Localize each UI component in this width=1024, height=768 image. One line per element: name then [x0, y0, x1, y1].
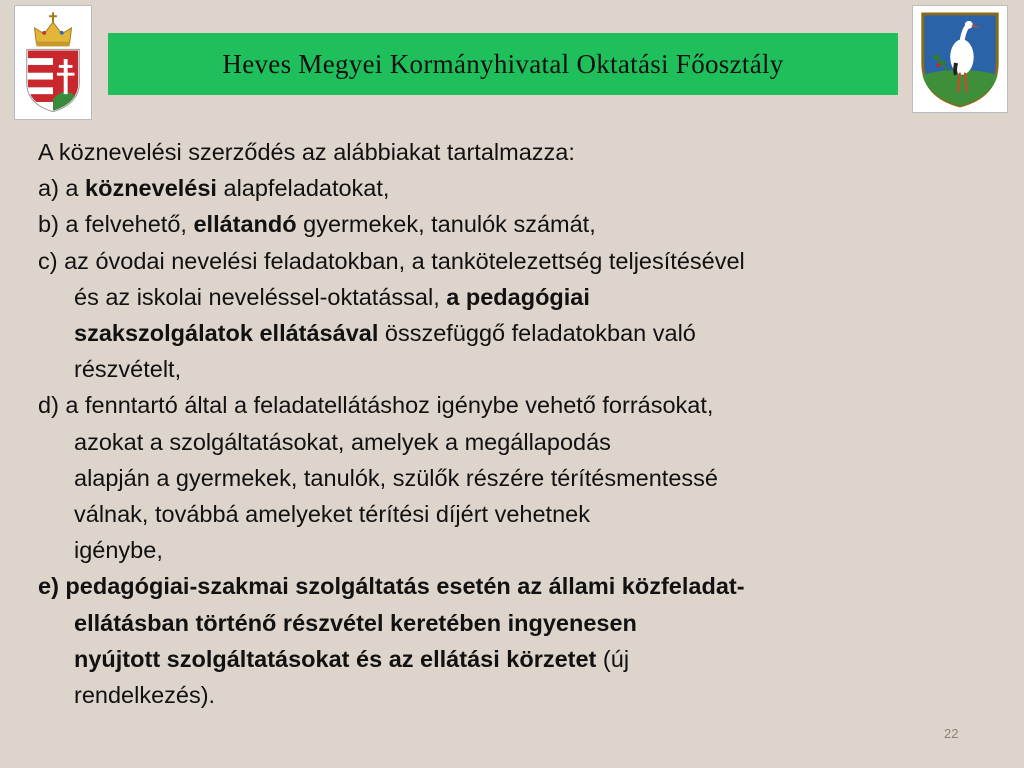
hungarian-coat-of-arms-icon — [15, 6, 91, 119]
list-item-b: b) a felvehető, ellátandó gyermekek, tanulók számát, — [38, 211, 596, 238]
list-item-e: e) pedagógiai-szakmai szolgáltatás esetén az állami közfeladat- ellátásban történő részvétel keretében ingyenesen nyújtott szolgáltatásokat és az ellátási körzetet (új rendelkezés). — [38, 573, 745, 709]
page-title: Heves Megyei Kormányhivatal Oktatási Főosztály — [222, 48, 784, 79]
intro-text: A köznevelési szerződés az alábbiakat tartalmazza: — [38, 139, 575, 165]
list-item-c: c) az óvodai nevelési feladatokban, a tankötelezettség teljesítésével és az iskolai neveléssel-oktatással, a pedagógiai szakszolgálatok ellátásával összefüggő feladatokban való részvételt, — [38, 247, 745, 383]
page-number: 22 — [944, 726, 959, 741]
header-title-bar — [108, 33, 898, 95]
hungarian-coat-of-arms-logo — [14, 5, 92, 120]
list-item-a: a) a köznevelési alapfeladatokat, — [38, 175, 390, 202]
list-item-d: d) a fenntartó által a feladatellátáshoz igénybe vehető forrásokat, azokat a szolgáltatásokat, amelyek a megállapodás alapján a gyermekek, tanulók, szülők részére térítésmentessé válnak, továbbá amelyeket térítési díjért vehetnek igénybe, — [38, 392, 718, 564]
stork-coat-of-arms-icon — [913, 6, 1007, 112]
heves-county-coat-of-arms-logo — [912, 5, 1008, 113]
agreement-contents-list — [38, 134, 998, 713]
